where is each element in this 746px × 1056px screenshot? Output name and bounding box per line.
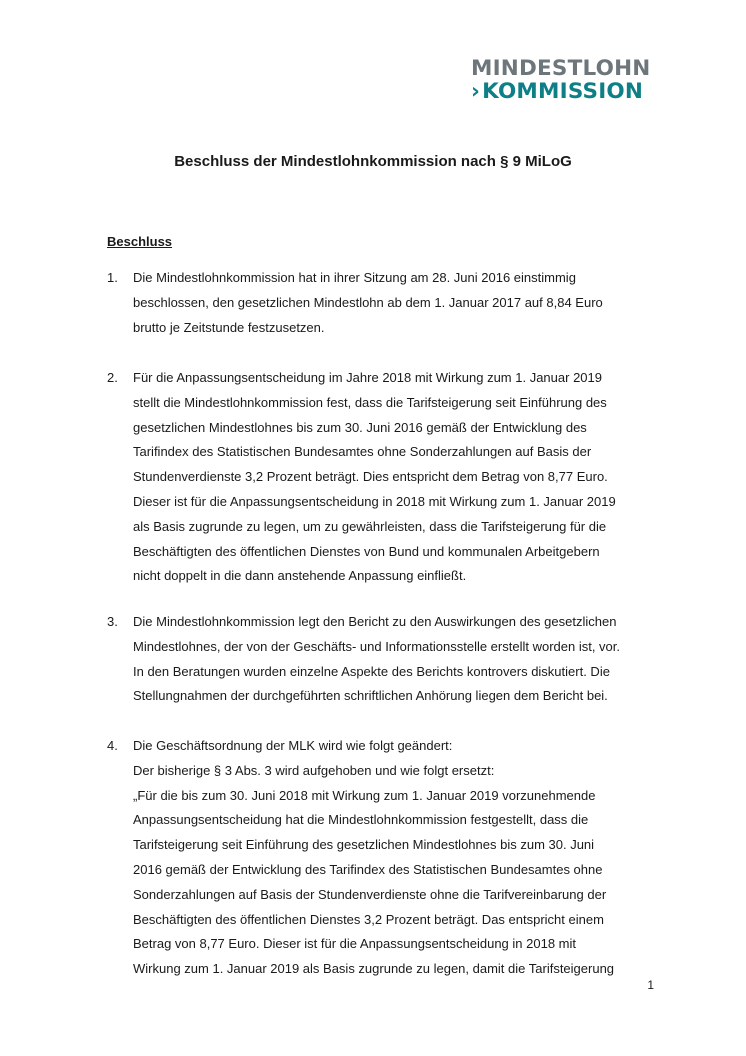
text-line: stellt die Mindestlohnkommission fest, dass die Tarifsteigerung seit Einführung des <box>133 394 607 410</box>
list-item-4 <box>107 734 667 982</box>
list-item-text <box>133 610 667 709</box>
text-line: Stundenverdienste 3,2 Prozent beträgt. Dies entspricht dem Betrag von 8,77 Euro. <box>133 469 608 485</box>
text-line: Sonderzahlungen auf Basis der Stundenverdienste ohne die Tarifvereinbarung der <box>133 886 607 902</box>
text-line: Beschäftigten des öffentlichen Dienstes 3,2 Prozent beträgt. Das entspricht einem <box>133 911 604 927</box>
logo-chevron-icon: › <box>471 79 481 104</box>
list-item-text <box>133 366 667 589</box>
text-line: Die Mindestlohnkommission legt den Bericht zu den Auswirkungen des gesetzlichen <box>133 614 617 629</box>
text-line: Die Geschäftsordnung der MLK wird wie folgt geändert: <box>133 738 453 753</box>
document-title: Beschluss der Mindestlohnkommission nach § 9 MiLoG <box>174 153 572 170</box>
text-line: Der bisherige § 3 Abs. 3 wird aufgehoben und wie folgt ersetzt: <box>133 762 495 778</box>
text-line: Betrag von 8,77 Euro. Dieser ist für die Anpassungsentscheidung in 2018 mit <box>133 936 576 952</box>
text-line: gesetzlichen Mindestlohnes bis zum 30. Juni 2016 gemäß der Entwicklung des <box>133 419 587 435</box>
list-item-number: 2. <box>107 370 118 385</box>
text-line: Tarifsteigerung seit Einführung des gesetzlichen Mindestlohnes bis zum 30. Juni <box>133 837 595 853</box>
text-line: „Für die bis zum 30. Juni 2018 mit Wirkung zum 1. Januar 2019 vorzunehmende <box>133 787 596 803</box>
mindestlohn-kommission-logo <box>471 56 651 104</box>
page-number: 1 <box>647 978 654 992</box>
text-line: nicht doppelt in die dann anstehende Anpassung einfließt. <box>133 568 467 584</box>
list-item-text <box>133 734 667 982</box>
text-line: beschlossen, den gesetzlichen Mindestlohn ab dem 1. Januar 2017 auf 8,84 Euro <box>133 294 603 310</box>
text-line: Beschäftigten des öffentlichen Dienstes von Bund und kommunalen Arbeitgebern <box>133 543 600 559</box>
text-line: Stellungnahmen der durchgeführten schriftlichen Anhörung liegen dem Bericht bei. <box>133 688 608 704</box>
logo-line-2 <box>471 80 646 103</box>
text-line: 2016 gemäß der Entwicklung des Tarifindex des Statistischen Bundesamtes ohne <box>133 861 603 877</box>
text-line: als Basis zugrunde zu legen, um zu gewährleisten, dass die Tarifsteigerung für die <box>133 518 607 534</box>
text-line: Anpassungsentscheidung hat die Mindestlohnkommission festgestellt, dass die <box>133 812 589 828</box>
text-line: In den Beratungen wurden einzelne Aspekte des Berichts kontrovers diskutiert. Die <box>133 663 610 679</box>
text-line: Die Mindestlohnkommission hat in ihrer Sitzung am 28. Juni 2016 einstimmig <box>133 270 576 285</box>
text-line: Für die Anpassungsentscheidung im Jahre 2018 mit Wirkung zum 1. Januar 2019 <box>133 370 602 385</box>
logo-line-2-text: KOMMISSION <box>482 79 644 104</box>
list-item-text <box>133 266 667 340</box>
text-line: brutto je Zeitstunde festzusetzen. <box>133 319 325 335</box>
logo-line-1: MINDESTLOHN <box>471 56 651 81</box>
list-item-1 <box>107 266 667 340</box>
text-line: Tarifindex des Statistischen Bundesamtes ohne Sonderzahlungen auf Basis der <box>133 444 592 460</box>
list-item-number: 4. <box>107 738 118 753</box>
text-line: Dieser ist für die Anpassungsentscheidung in 2018 mit Wirkung zum 1. Januar 2019 <box>133 493 616 509</box>
text-line: Mindestlohnes, der von der Geschäfts- und Informationsstelle erstellt worden ist, vor. <box>133 638 621 654</box>
list-item-number: 3. <box>107 614 118 629</box>
list-item-2 <box>107 366 667 589</box>
text-line: Wirkung zum 1. Januar 2019 als Basis zugrunde zu legen, damit die Tarifsteigerung <box>133 961 615 977</box>
list-item-3 <box>107 610 667 709</box>
list-item-number: 1. <box>107 270 118 285</box>
section-heading: Beschluss <box>107 234 173 249</box>
